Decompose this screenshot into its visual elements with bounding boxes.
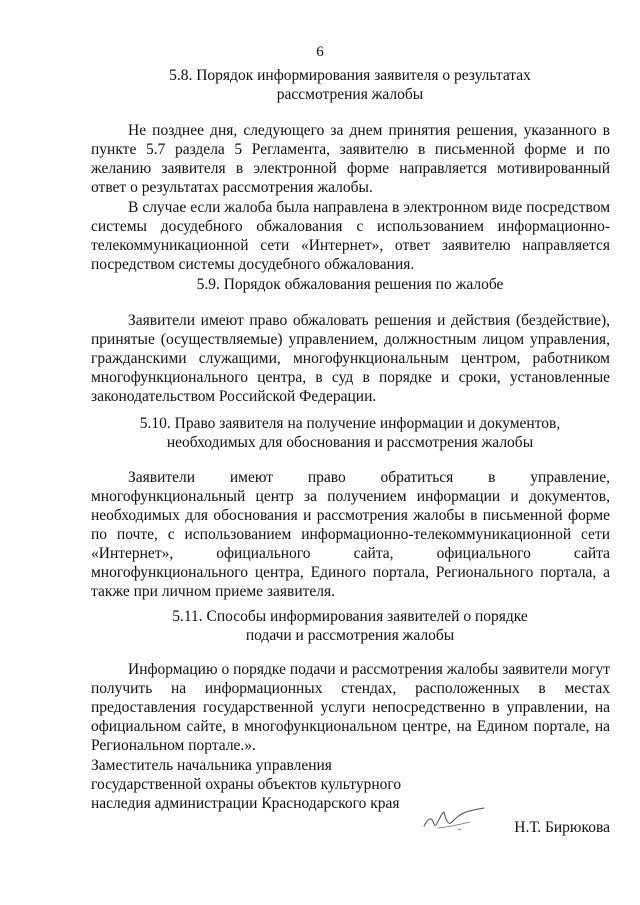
section-5-10-heading: 5.10. Право заявителя на получение информации и документов, необходимых для обоснования и рассмотрения жалобы: [139, 415, 561, 451]
section-5-11-heading: 5.11. Способы информирования заявителей о порядке подачи и рассмотрения жалобы: [172, 608, 528, 644]
section-5-10-paragraph: Заявители имеют право обратиться в управление, многофункциональный центр за получением информации и документов, необходимых для обоснования и рассмотрения жалобы в письменной форме по почте, с использованием информационно-телекоммуникационной сети «Интернет», официального сайта, официального сайта многофункционального центра, Единого портала, Регионального портала, а также при личном приеме заявителя.: [91, 469, 610, 600]
section-5-9-paragraph: Заявители имеют право обжаловать решения и действия (бездействие), принятые (осуществляемые) управлением, должностным лицом управления, гражданскими служащими, многофункциональным центром, работником многофункционального центра, в суд в порядке и сроки, установленные законодательством Российской Федерации.: [91, 312, 610, 405]
signatory-name: Н.Т. Бирюкова: [514, 819, 610, 836]
signatory-position: Заместитель начальника управления государственной охраны объектов культурного наследия администрации Краснодарского края: [91, 757, 402, 812]
section-5-8-heading: 5.8. Порядок информирования заявителя о результатах рассмотрения жалобы: [169, 67, 531, 103]
section-5-9-heading: 5.9. Порядок обжалования решения по жалобе: [196, 276, 504, 293]
section-5-8-paragraph-2: В случае если жалоба была направлена в электронном виде посредством системы досудебного обжалования с использованием информационно-телекоммуникационной сети «Интернет», ответ заявителю направляется посредством системы досудебного обжалования.: [91, 199, 610, 273]
section-5-8-paragraph-1: Не позднее дня, следующего за днем принятия решения, указанного в пункте 5.7 раздела 5 Регламента, заявителю в письменной форме и по желанию заявителя в электронной форме направляется мотивированный ответ о результатах рассмотрения жалобы.: [91, 122, 610, 196]
handwritten-signature: [418, 800, 488, 836]
page-number: 6: [316, 44, 324, 60]
section-5-11-paragraph: Информацию о порядке подачи и рассмотрения жалобы заявители могут получить на информационных стендах, расположенных в местах предоставления государственной услуги непосредственно в управлении, на официальном сайте, в многофункциональном центре, на Едином портале, на Региональном портале.».: [91, 661, 610, 754]
